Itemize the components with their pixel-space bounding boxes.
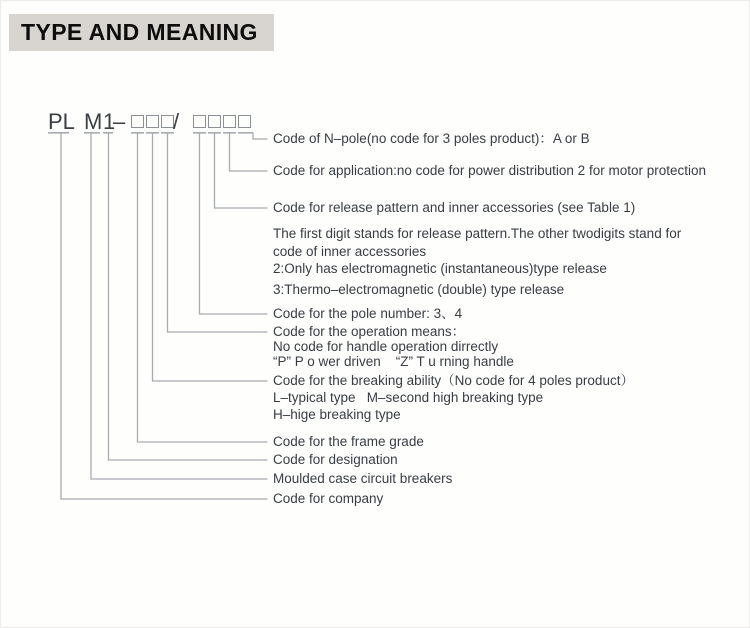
annotation-box1: Code for the frame grade (273, 434, 424, 449)
connector-box4 (200, 133, 268, 314)
page-title: TYPE AND MEANING (21, 19, 258, 45)
code-box-5 (208, 115, 221, 128)
code-box-6 (223, 115, 236, 128)
annotation-cont-12: L–typical type M–second high breaking type (273, 390, 544, 405)
annotation-cont-3: The first digit stands for release pattern.The other twodigits stand for (273, 226, 682, 241)
code-char-1: 1 (103, 109, 116, 134)
annotation-cont-6: 3:Thermo–electromagnetic (double) type release (273, 282, 565, 297)
annotation-box6: Code for application:no code for power distribution 2 for motor protection (273, 163, 706, 178)
annotation-box2: Code for the breaking ability（No code for 4 poles product） (273, 373, 634, 388)
annotation-cont-9: No code for handle operation dirrectly (273, 339, 499, 354)
connector-box1 (138, 133, 268, 442)
connector-M (91, 133, 268, 479)
code-char-slash: / (173, 109, 180, 134)
type-meaning-diagram (1, 1, 750, 628)
code-box-4 (193, 115, 206, 128)
code-box-2 (146, 115, 159, 128)
connector-PL (61, 133, 268, 499)
code-box-7 (238, 115, 251, 128)
annotation-cont-13: H–hige breaking type (273, 407, 401, 422)
annotation-PL: Code for company (273, 491, 384, 506)
connector-box2 (153, 133, 268, 381)
connector-1 (109, 133, 268, 460)
annotation-1: Code for designation (273, 452, 398, 467)
connector-box3 (168, 133, 268, 332)
connector-box7 (253, 133, 268, 139)
code-box-1 (131, 115, 144, 128)
code-char-M: M (84, 109, 103, 134)
annotation-box5: Code for release pattern and inner accessories (see Table 1) (273, 200, 636, 215)
annotation-box4: Code for the pole number: 3、4 (273, 306, 463, 321)
code-char-PL: PL (48, 109, 75, 134)
annotation-M: Moulded case circuit breakers (273, 471, 453, 486)
annotation-cont-10: “P” P o wer driven “Z” T u rning handle (273, 354, 514, 369)
annotation-box3: Code for the operation means： (273, 324, 466, 339)
annotation-box7: Code of N–pole(no code for 3 poles product)：A or B (273, 131, 590, 146)
code-char-dash: – (113, 109, 126, 134)
annotation-cont-4: code of inner accessories (273, 244, 427, 259)
annotation-cont-5: 2:Only has electromagnetic (instantaneous)type release (273, 261, 607, 276)
